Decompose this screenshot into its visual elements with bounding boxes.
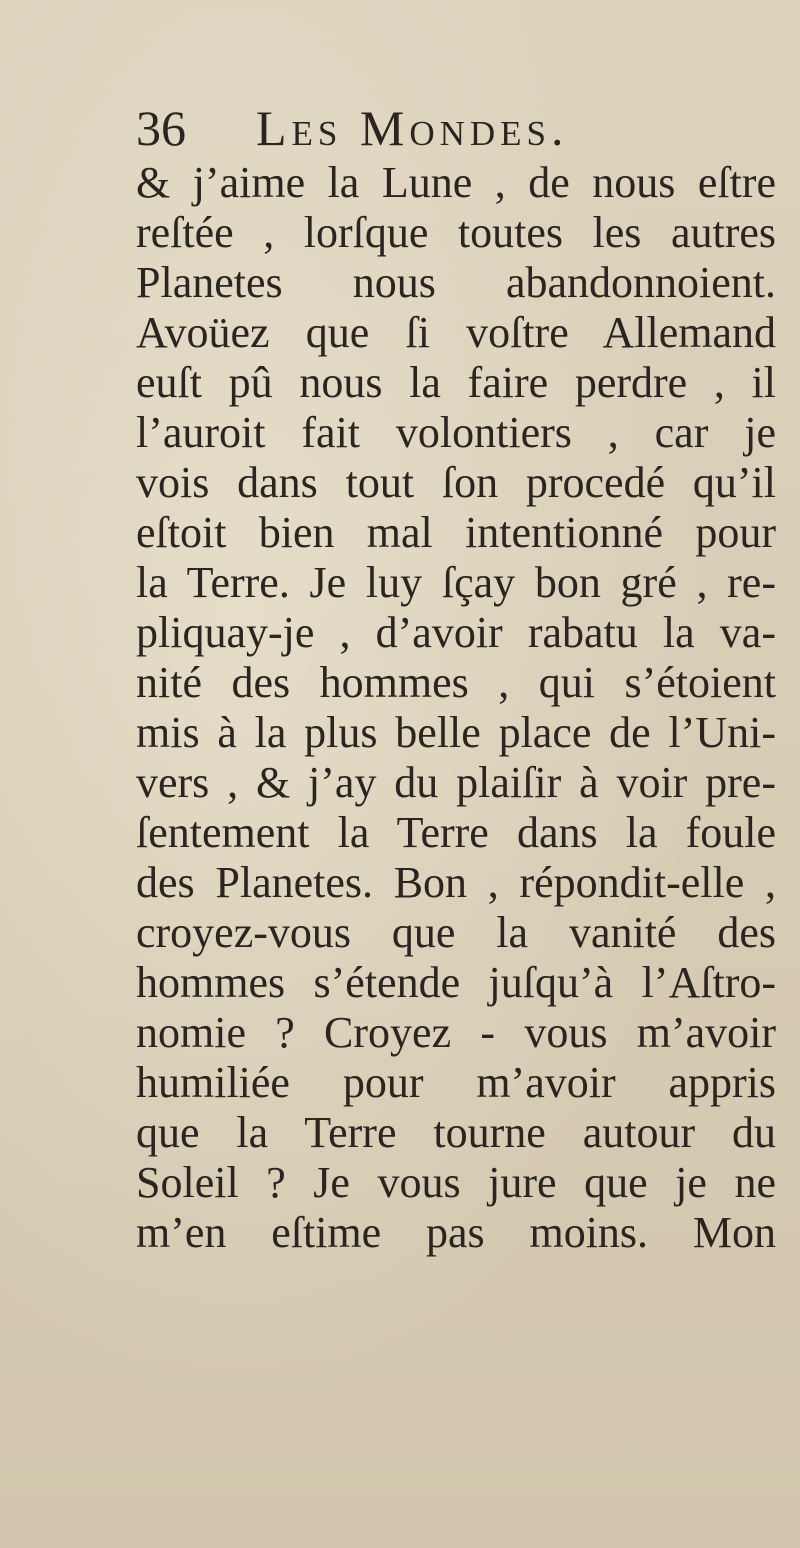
- running-title: Les Mondes.: [256, 100, 569, 156]
- text-line: des Planetes. Bon , répondit-elle ,: [136, 858, 776, 907]
- text-line: hommes s’étende juſqu’à l’Aſtro-: [136, 958, 776, 1007]
- text-line: croyez-vous que la vanité des: [136, 908, 776, 957]
- text-line: Avoüez que ſi voſtre Allemand: [136, 308, 776, 357]
- body-text: [136, 158, 776, 1258]
- text-line: eſtoit bien mal intentionné pour: [136, 508, 776, 557]
- text-line: la Terre. Je luy ſçay bon gré , re-: [136, 558, 776, 607]
- text-line: m’en eſtime pas moins. Mon: [136, 1208, 776, 1257]
- text-line: euſt pû nous la faire perdre , il: [136, 358, 776, 407]
- text-line: & j’aime la Lune , de nous eſtre: [136, 158, 776, 207]
- text-line: l’auroit fait volontiers , car je: [136, 408, 776, 457]
- text-line: humiliée pour m’avoir appris: [136, 1058, 776, 1107]
- text-line: nité des hommes , qui s’étoient: [136, 658, 776, 707]
- page-number: 36: [136, 100, 186, 156]
- text-line: ſentement la Terre dans la foule: [136, 808, 776, 857]
- text-line: nomie ? Croyez - vous m’avoir: [136, 1008, 776, 1057]
- text-line: vers , & j’ay du plaiſir à voir pre-: [136, 758, 776, 807]
- text-line: que la Terre tourne autour du: [136, 1108, 776, 1157]
- text-line: mis à la plus belle place de l’Uni-: [136, 708, 776, 757]
- running-head: [136, 98, 776, 158]
- text-line: pliquay-je , d’avoir rabatu la va-: [136, 608, 776, 657]
- text-line: reſtée , lorſque toutes les autres: [136, 208, 776, 257]
- text-line: Planetes nous abandonnoient.: [136, 258, 776, 307]
- text-line: vois dans tout ſon procedé qu’il: [136, 458, 776, 507]
- text-line: Soleil ? Je vous jure que je ne: [136, 1158, 776, 1207]
